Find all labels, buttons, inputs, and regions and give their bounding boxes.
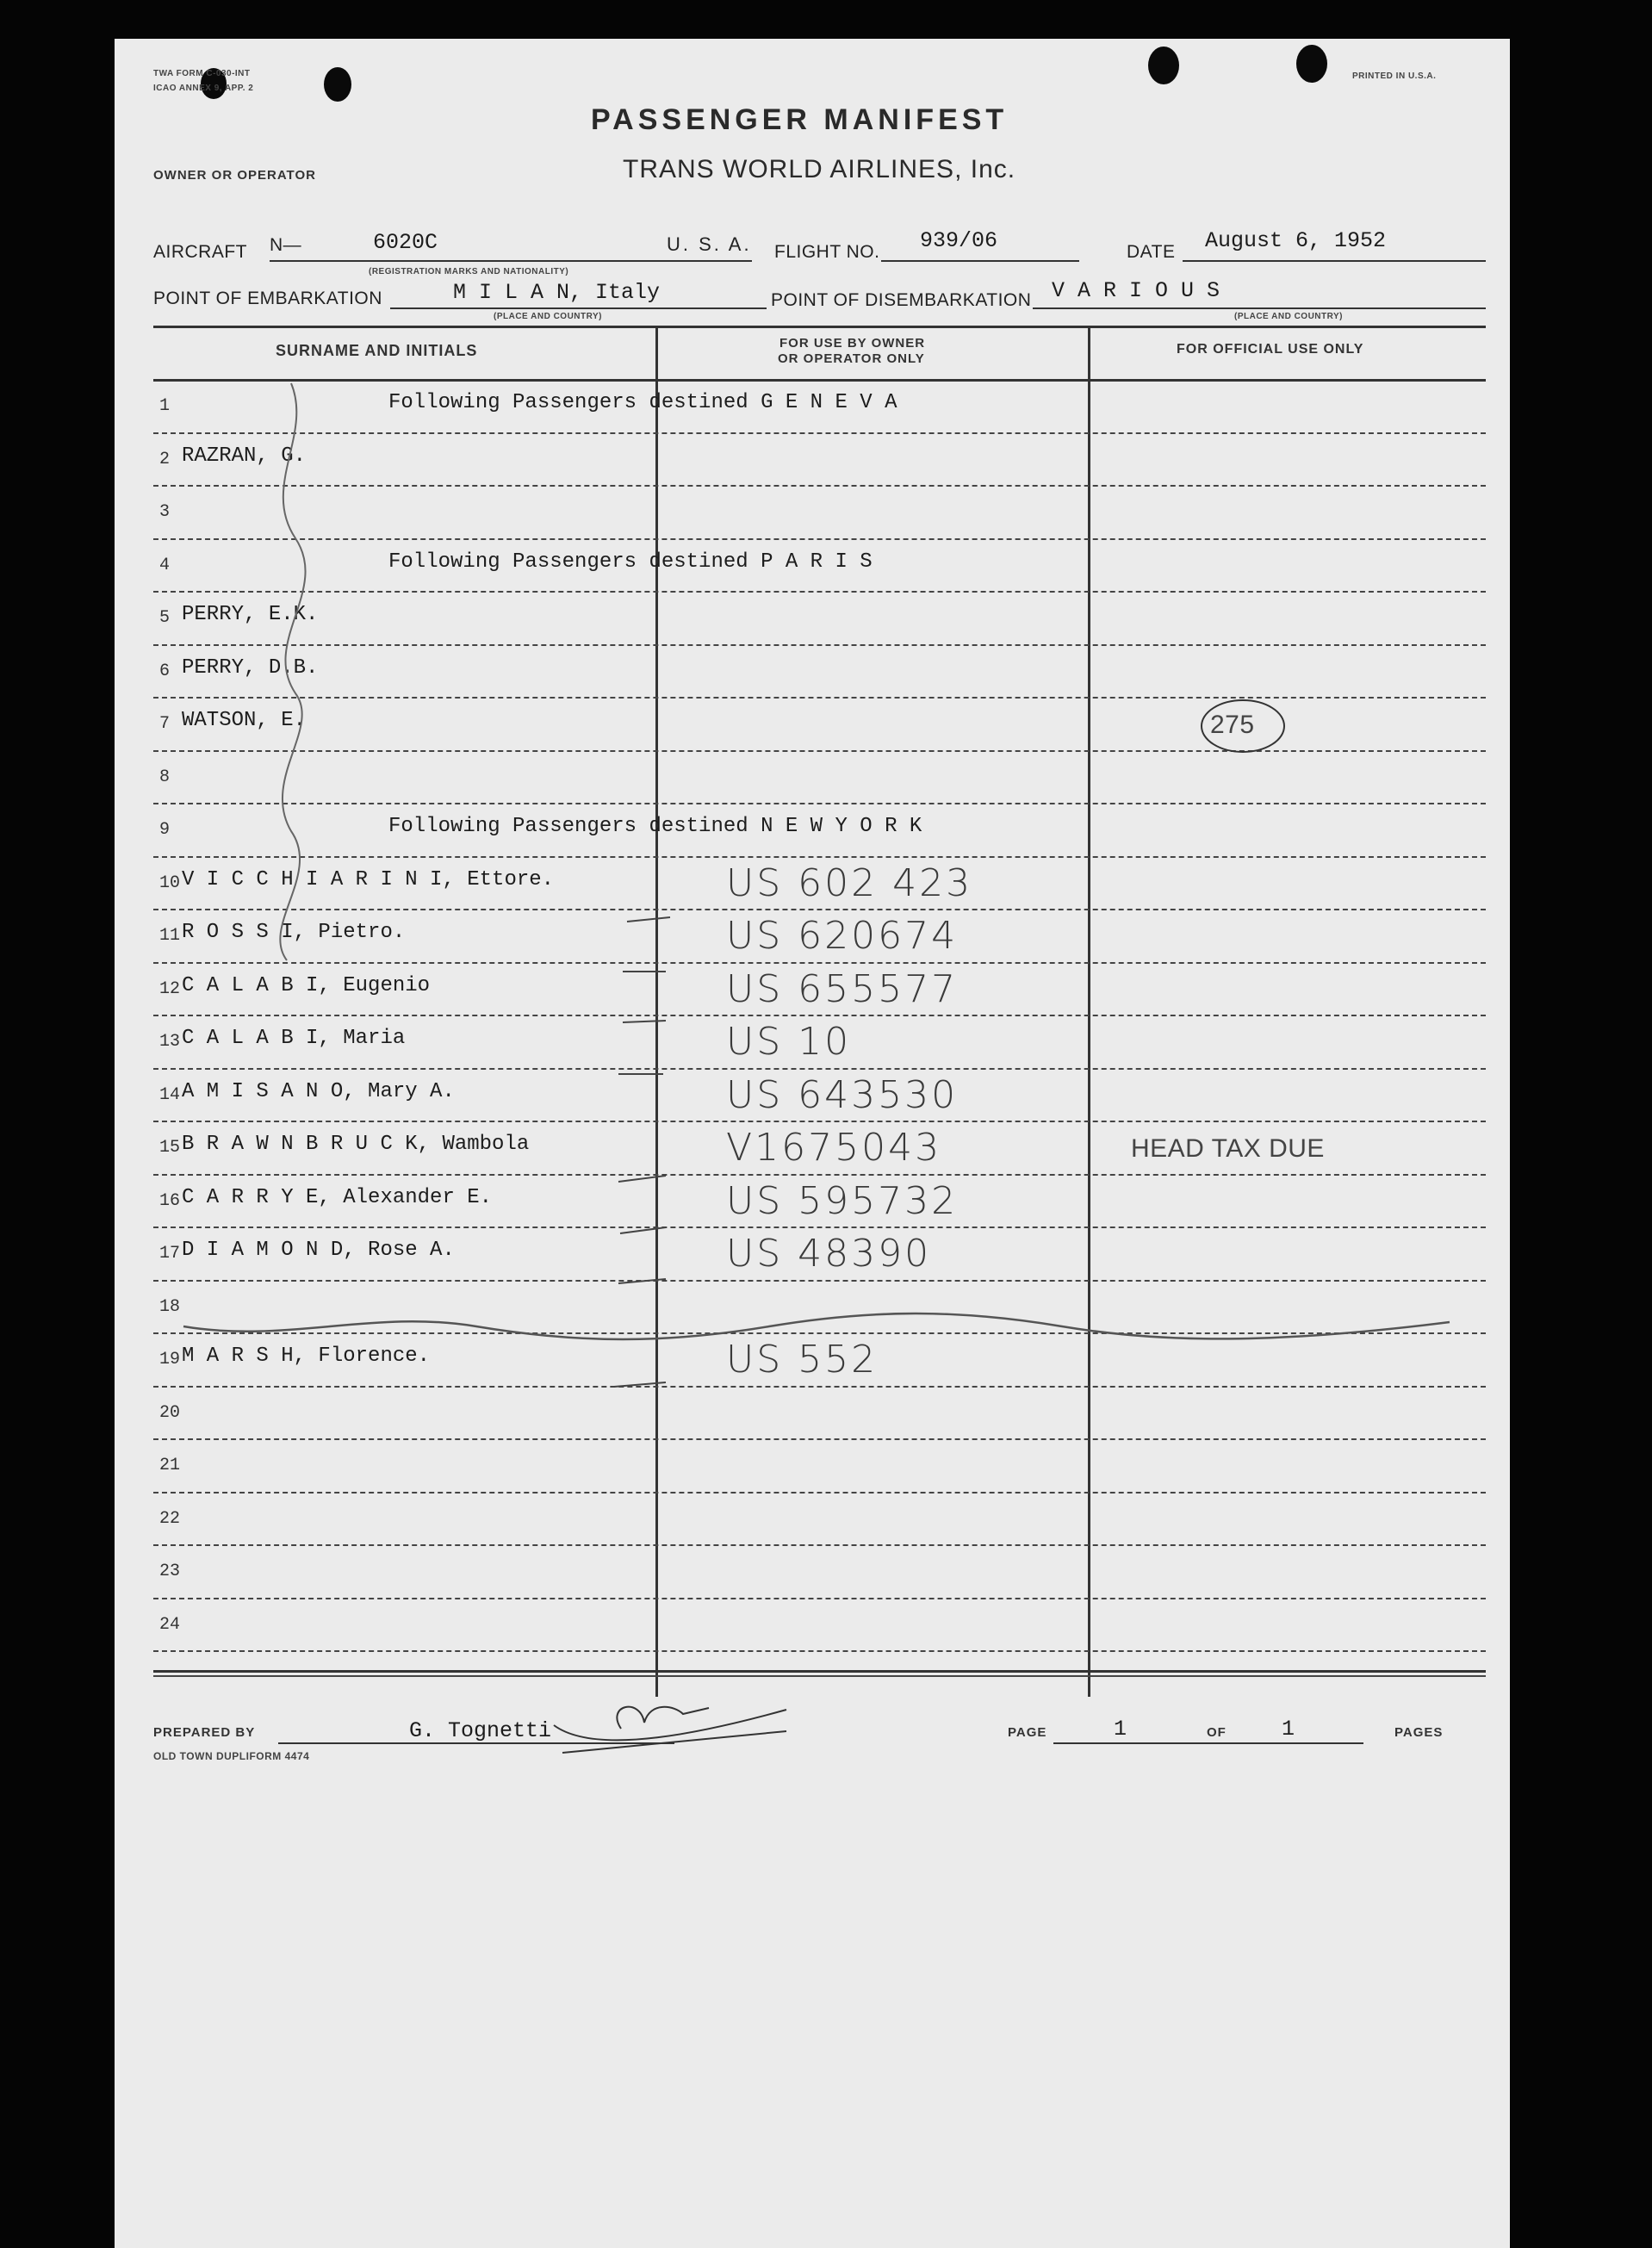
passenger-name: R O S S I, Pietro. xyxy=(182,921,406,944)
printed-in: PRINTED IN U.S.A. xyxy=(1352,71,1437,81)
column-owner-use-1: FOR USE BY OWNER xyxy=(779,336,926,351)
passenger-name: C A L A B I, Eugenio xyxy=(182,973,431,997)
row-number: 3 xyxy=(159,502,171,522)
page-label: PAGE xyxy=(1008,1725,1047,1740)
date-label: DATE xyxy=(1127,242,1176,262)
row-number: 7 xyxy=(159,714,171,734)
of-label: OF xyxy=(1207,1725,1227,1740)
form-code-1: TWA FORM C-030-INT xyxy=(153,69,251,78)
column-official-use: FOR OFFICIAL USE ONLY xyxy=(1177,342,1364,357)
passenger-name: V I C C H I A R I N I, Ettore. xyxy=(182,867,555,891)
passenger-name: B R A W N B R U C K, Wambola xyxy=(182,1133,530,1156)
owner-label: OWNER OR OPERATOR xyxy=(153,168,316,183)
row-number: 23 xyxy=(159,1562,181,1581)
total-pages: 1 xyxy=(1282,1717,1295,1742)
aircraft-registration: 6020C xyxy=(373,230,438,255)
registration-caption: (REGISTRATION MARKS AND NATIONALITY) xyxy=(369,267,569,276)
passport-number: US 643530 xyxy=(726,1072,959,1117)
flight-number: 939/06 xyxy=(920,228,998,253)
tick-dashes xyxy=(614,917,670,1387)
aircraft-prefix: N— xyxy=(270,235,302,255)
handwritten-marks xyxy=(115,39,1510,2248)
disembarkation-label: POINT OF DISEMBARKATION xyxy=(771,290,1032,310)
passport-number: US 48390 xyxy=(726,1232,932,1276)
column-owner-use-2: OR OPERATOR ONLY xyxy=(778,351,925,366)
row-number: 6 xyxy=(159,661,171,681)
column-surname: SURNAME AND INITIALS xyxy=(276,342,478,359)
official-use-note: HEAD TAX DUE xyxy=(1131,1134,1325,1163)
passenger-name: RAZRAN, G. xyxy=(182,444,307,468)
manifest-sheet xyxy=(115,39,1510,2248)
row-number: 19 xyxy=(159,1350,181,1369)
passport-number: US 655577 xyxy=(726,966,959,1011)
row-number: 14 xyxy=(159,1084,181,1105)
row-number: 11 xyxy=(159,926,181,946)
passenger-name: C A L A B I, Maria xyxy=(182,1027,406,1050)
disembarkation-value: V A R I O U S xyxy=(1052,278,1220,303)
passport-number: US 10 xyxy=(726,1020,852,1064)
flight-no-label: FLIGHT NO. xyxy=(774,242,880,262)
row-number: 21 xyxy=(159,1456,181,1475)
nationality: U. S. A. xyxy=(667,233,752,255)
passport-number: US 595732 xyxy=(726,1178,959,1223)
row-number: 18 xyxy=(159,1296,181,1317)
passenger-name: PERRY, E.K. xyxy=(182,603,319,626)
passport-number: US 552 xyxy=(726,1338,879,1382)
row-number: 1 xyxy=(159,396,171,416)
passenger-name: C A R R Y E, Alexander E. xyxy=(182,1185,493,1209)
pages-label: PAGES xyxy=(1394,1725,1444,1740)
row-number: 20 xyxy=(159,1402,181,1423)
row-number: 12 xyxy=(159,978,181,999)
embarkation-label: POINT OF EMBARKATION xyxy=(153,289,382,308)
flight-date: August 6, 1952 xyxy=(1205,228,1387,253)
row-number: 22 xyxy=(159,1508,181,1529)
passport-number: US 602 423 xyxy=(726,860,973,905)
embarkation-value: M I L A N, Italy xyxy=(453,280,661,305)
passenger-name: WATSON, E. xyxy=(182,709,307,732)
strike-line xyxy=(183,1313,1450,1339)
row-number: 16 xyxy=(159,1190,181,1211)
row-number: 2 xyxy=(159,449,171,469)
disembark-caption: (PLACE AND COUNTRY) xyxy=(1234,312,1343,321)
operator-name: TRANS WORLD AIRLINES, Inc. xyxy=(623,155,1016,183)
row-number: 10 xyxy=(159,872,181,893)
printer-credit: OLD TOWN DUPLIFORM 4474 xyxy=(153,1750,310,1762)
passport-number: US 620674 xyxy=(726,914,959,958)
row-number: 17 xyxy=(159,1244,181,1264)
passenger-name: D I A M O N D, Rose A. xyxy=(182,1239,455,1262)
initials-scribble xyxy=(617,1707,709,1729)
row-number: 24 xyxy=(159,1614,181,1635)
row-number: 9 xyxy=(159,820,171,840)
prepared-by-value: G. Tognetti xyxy=(409,1718,552,1743)
form-code-2: ICAO ANNEX 9, APP. 2 xyxy=(153,84,254,93)
page-number: 1 xyxy=(1114,1717,1127,1742)
row-number: 13 xyxy=(159,1032,181,1052)
signature-flourish xyxy=(554,1710,786,1753)
page-title: PASSENGER MANIFEST xyxy=(591,103,1009,136)
row-number: 8 xyxy=(159,767,171,787)
passenger-name: M A R S H, Florence. xyxy=(182,1344,431,1368)
prepared-by-label: PREPARED BY xyxy=(153,1725,256,1740)
official-use-note: 275 xyxy=(1210,711,1255,739)
aircraft-label: AIRCRAFT xyxy=(153,242,247,262)
passenger-name: PERRY, D.B. xyxy=(182,655,319,680)
passenger-name: A M I S A N O, Mary A. xyxy=(182,1079,455,1103)
circled-275 xyxy=(1202,700,1284,752)
row-number: 5 xyxy=(159,608,171,628)
destination-heading: Following Passengers destined G E N E V A xyxy=(388,391,897,414)
embark-caption: (PLACE AND COUNTRY) xyxy=(494,312,602,321)
passport-number: V1675043 xyxy=(726,1126,942,1170)
bracket-mark xyxy=(280,383,305,960)
destination-heading: Following Passengers destined N E W Y O R K xyxy=(388,815,922,838)
destination-heading: Following Passengers destined P A R I S xyxy=(388,550,873,574)
row-number: 4 xyxy=(159,555,171,575)
row-number: 15 xyxy=(159,1138,181,1158)
